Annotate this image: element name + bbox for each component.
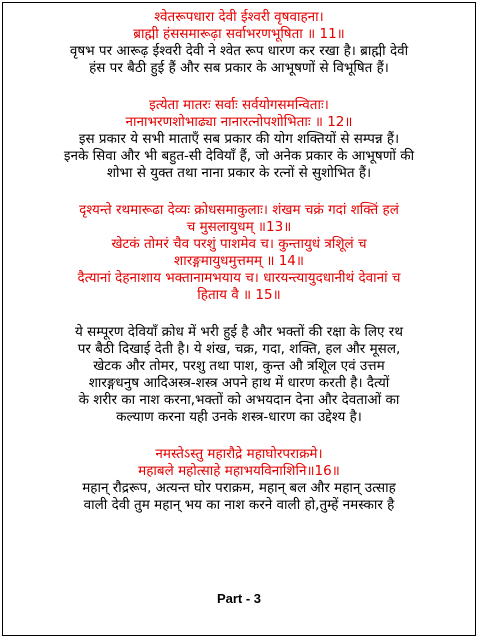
sanskrit-line: महाबले महोत्साहे महाभयविनाशिनि॥16॥ xyxy=(138,463,340,479)
sanskrit-line: नानाभरणशोभाढ्या नानारत्नोपशोभिताः ॥ 12॥ xyxy=(125,114,353,130)
hindi-translation-line: शोभा से युक्त तथा नाना प्रकार के रत्नों से सुशोभित हैं। xyxy=(106,165,372,181)
hindi-translation-line: पर बैठी दिखाई देती है। ये शंख, चक्र, गदा, शक्ति, हल और मूसल, xyxy=(77,341,401,357)
hindi-translation-line: महान् रौद्ररूप, अत्यन्त घोर पराक्रम, महान् बल और महान् उत्साह xyxy=(82,480,396,496)
sanskrit-line: नमस्तेऽस्तु महारौद्रे महाघोरपराक्रमे। xyxy=(155,446,323,462)
verse-block-16 xyxy=(11,446,467,514)
sanskrit-line: च मुसलायुधम् ॥13॥ xyxy=(186,219,292,235)
hindi-translation-line: इस प्रकार ये सभी माताएँ सब प्रकार की योग शक्तियों से सम्पन्न हैं। xyxy=(78,131,400,147)
page-footer-label: Part - 3 xyxy=(216,591,262,606)
hindi-translation-line: हंस पर बैठी हुई हैं और सब प्रकार के आभूषणों से विभूषित हैं। xyxy=(89,60,389,76)
hindi-translation-line: ये सम्पूरण देवियाँ क्रोध में भरी हुई है और भक्तों की रक्षा के लिए रथ xyxy=(75,324,403,340)
sanskrit-line: दृश्यन्ते रथमारूढा देव्यः क्रोधसमाकुलाः। शंखम चक्रं गदां शक्तिं हलं xyxy=(79,202,399,218)
sanskrit-line: इत्येता मातरः सर्वाः सर्वयोगसमन्विताः। xyxy=(149,97,329,113)
verse-block-11 xyxy=(11,9,467,77)
verse-block-13-15 xyxy=(11,202,467,304)
hindi-translation-line: खेटक और तोमर, परशु तथा पाश, कुन्त औ त्रशूिल एवं उत्तम xyxy=(93,358,385,374)
sanskrit-line: खेटकं तोमरं चैव परशुं पाशमेव च। कुन्तायुधं त्रशिूलं च xyxy=(111,236,367,252)
sanskrit-line: ब्राह्मी हंससमारूढ़ा सर्वाभरणभूषिता ॥ 11॥ xyxy=(133,26,345,42)
hindi-translation-line: वाली देवी तुम महान् भय का नाश करने वाली हो,तुम्हें नमस्कार है xyxy=(83,497,395,513)
sanskrit-line: दैत्यानां देहनाशाय भक्तानामभयाय च। धारयन्त्यायुदधानीथं देवानां च xyxy=(77,270,401,286)
hindi-translation-line: वृषभ पर आरूढ़ ईश्वरी देवी ने श्वेत रूप धारण कर रखा है। ब्राह्मी देवी xyxy=(69,43,409,59)
translation-block-13-15 xyxy=(11,324,467,426)
hindi-translation-line: कल्याण करना यही उनके शस्त्र-धारण का उद्देश्य है। xyxy=(116,409,362,425)
hindi-translation-line: शारङ्गधनुष आदिअस्त्र-शस्त्र अपने हाथ में धारण करती है। दैत्यों xyxy=(88,375,390,391)
document-body xyxy=(3,3,475,514)
sanskrit-line: शारङ्गमायुधमुत्तमम् ॥ 14॥ xyxy=(174,253,304,269)
sanskrit-line: श्वेतरूपधारा देवी ईश्वरी वृषवाहना। xyxy=(154,9,324,25)
sanskrit-line: हिताय वै ॥ 15॥ xyxy=(197,287,281,303)
page-frame xyxy=(2,2,476,636)
hindi-translation-line: इनके सिवा और भी बहुत-सी देवियाँ हैं, जो अनेक प्रकार के आभूषणों की xyxy=(63,148,415,164)
verse-block-12 xyxy=(11,97,467,182)
hindi-translation-line: के शरीर का नाश करना,भक्तों को अभयदान देना और देवताओं का xyxy=(78,392,400,408)
